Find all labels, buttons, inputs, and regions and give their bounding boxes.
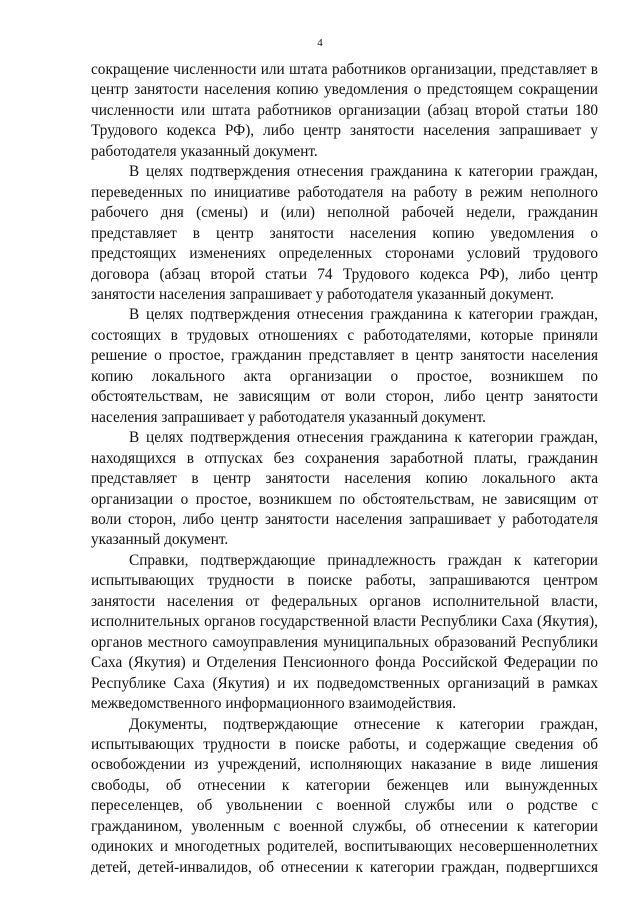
paragraph-part-time-work: В целях подтверждения отнесения гражданина к категории граждан, переведенных по инициативе работодателя на работу в режим неполного рабочего дня (смены) и (или) неполной рабочей недели, гражданин представляет в центр занятости населения копию уведомления о предстоящих изменениях определенных сторонами условий трудового договора (абзац второй статьи 74 Трудового кодекса РФ), либо центр занятости населения запрашивает у работодателя указанный документ. [91, 163, 598, 303]
paragraph-documents: Документы, подтверждающие отнесение к категории граждан, испытывающих трудности в поиске работы, и содержащие сведения об освобождении из учреждений, исполняющих наказание в виде лишения свободы, об отнесении к категории беженцев или вынужденных переселенцев, об увольнении с военной службы или о родстве с гражданином, уволенным с военной службы, об отнесении к категории одиноких и многодетных родителей, воспитывающих несовершеннолетних детей, детей-инвалидов, об отнесении к категории граждан, подвергшихся [91, 715, 598, 876]
document-body [91, 60, 598, 878]
paragraph-staff-reduction: сокращение численности или штата работников организации, представляет в центр занятости населения копию уведомления о предстоящем сокращении численности или штата работников организации (абзац второй статьи 180 Трудового кодекса РФ), либо центр занятости населения запрашивает у работодателя указанный документ. [91, 61, 598, 160]
paragraph-unpaid-leave: В целях подтверждения отнесения гражданина к категории граждан, находящихся в отпусках без сохранения заработной платы, гражданин представляет в центр занятости населения копию локального акта организации о простое, возникшем по обстоятельствам, не зависящим от воли сторон, либо центр занятости населения запрашивает у работодателя указанный документ. [91, 429, 598, 549]
paragraph-certificates: Справки, подтверждающие принадлежность граждан к категории испытывающих трудности в поиске работы, запрашиваются центром занятости населения от федеральных органов исполнительной власти, исполнительных органов государственной власти Республики Саха (Якутия), органов местного самоуправления муниципальных образований Республики Саха (Якутия) и Отделения Пенсионного фонда Российской Федерации по Республике Саха (Якутия) и их подведомственных организаций в рамках межведомственного информационного взаимодействия. [91, 551, 598, 713]
paragraph-downtime: В целях подтверждения отнесения гражданина к категории граждан, состоящих в трудовых отношениях с работодателями, которые приняли решение о простое, гражданин представляет в центр занятости населения копию локального акта организации о простое, возникшем по обстоятельствам, не зависящим от воли сторон, либо центр занятости населения запрашивает у работодателя указанный документ. [91, 306, 598, 426]
page-number: 4 [317, 37, 323, 49]
